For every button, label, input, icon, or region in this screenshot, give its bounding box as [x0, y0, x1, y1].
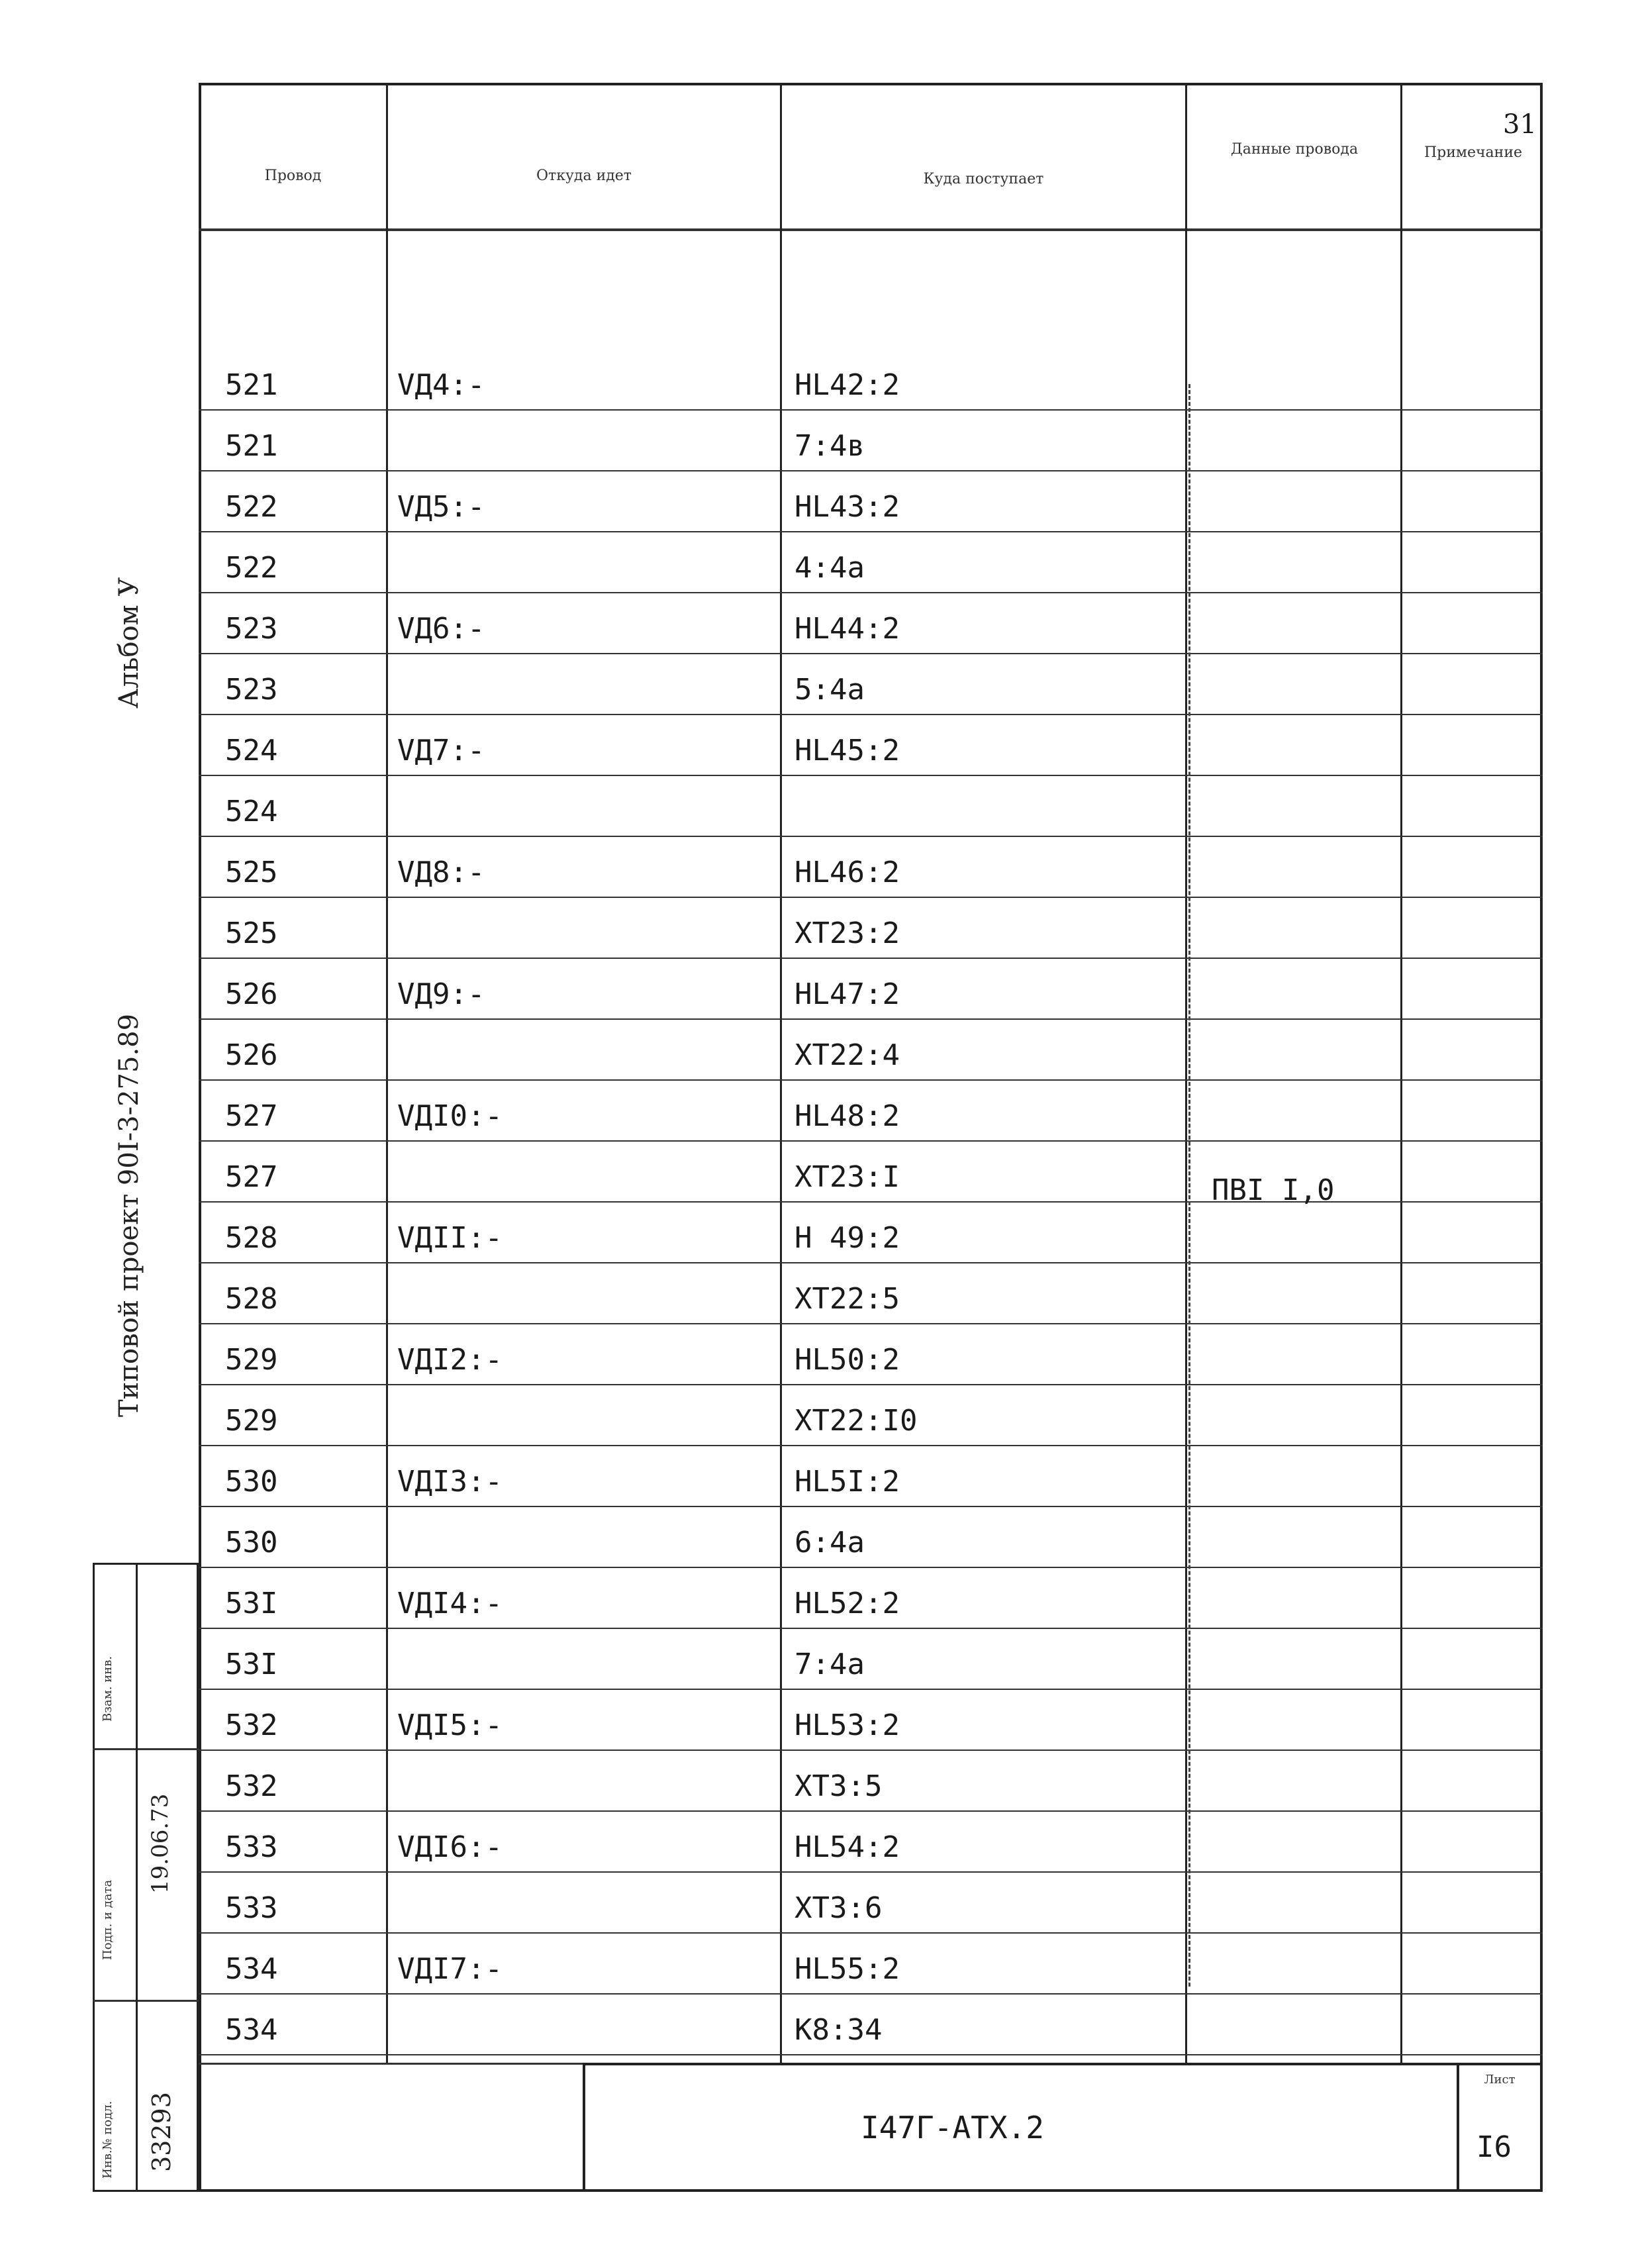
row-line	[199, 1567, 1543, 1568]
cell-wire: 527	[225, 1160, 278, 1194]
cell-wire: 534	[225, 1952, 278, 1986]
stamp-label-sign: Подп. и дата	[101, 1879, 115, 1960]
cell-wire: 533	[225, 1830, 278, 1864]
row-line	[199, 409, 1543, 411]
cell-wire: 523	[225, 612, 278, 646]
row-line	[199, 653, 1543, 654]
cell-wire: 530	[225, 1526, 278, 1559]
row-line	[199, 775, 1543, 776]
cell-wire: 532	[225, 1769, 278, 1803]
stamp-label-inv: Инв.№ подл.	[101, 2100, 115, 2179]
cell-to: 5:4а	[795, 673, 865, 707]
cell-wire: 529	[225, 1404, 278, 1438]
row-line	[199, 2054, 1543, 2055]
cell-to: HL54:2	[795, 1830, 900, 1864]
cell-to: H 49:2	[795, 1221, 900, 1255]
row-line	[199, 1262, 1543, 1263]
cell-wire: 521	[225, 429, 278, 463]
col-line-3	[1185, 83, 1187, 2063]
stamp-col	[136, 1563, 138, 2192]
row-line	[199, 836, 1543, 837]
cell-wire: 526	[225, 1038, 278, 1072]
cell-to: HL55:2	[795, 1952, 900, 1986]
cell-to: XT23:I	[795, 1160, 900, 1194]
cell-wire: 53I	[225, 1587, 278, 1620]
cell-wire: 521	[225, 368, 278, 402]
cell-to: HL47:2	[795, 977, 900, 1011]
doc-code: I47Г-АТХ.2	[861, 2110, 1044, 2145]
col-line-1	[386, 83, 388, 2063]
row-line	[199, 1993, 1543, 1995]
cell-wire: 524	[225, 734, 278, 767]
cell-from: VД6:-	[397, 612, 485, 646]
row-line	[199, 1810, 1543, 1812]
cell-wire: 528	[225, 1221, 278, 1255]
row-line	[199, 592, 1543, 593]
page-mark: 31	[1503, 109, 1537, 140]
cell-wire: 528	[225, 1282, 278, 1316]
cell-from: VД8:-	[397, 856, 485, 889]
sheet-number: I6	[1476, 2130, 1512, 2164]
stamp-inv-number: 33293	[147, 2092, 176, 2172]
stamp-date: 19.06.73	[147, 1793, 173, 1894]
sheet-label: Лист	[1484, 2073, 1516, 2087]
cell-wire: 524	[225, 795, 278, 828]
stamp-sep-2	[93, 2000, 199, 2002]
cell-to: HL52:2	[795, 1587, 900, 1620]
cell-to: XT22:I0	[795, 1404, 918, 1438]
header-notes: Примечание	[1424, 144, 1523, 161]
cell-from: VДII:-	[397, 1221, 503, 1255]
cell-from: VДI5:-	[397, 1708, 503, 1742]
row-line	[199, 1323, 1543, 1324]
row-line	[199, 1506, 1543, 1507]
header-to: Куда поступает	[923, 171, 1044, 187]
cell-wire: 527	[225, 1099, 278, 1133]
cell-from: VДI7:-	[397, 1952, 503, 1986]
cell-to: HL48:2	[795, 1099, 900, 1133]
cell-wire: 525	[225, 856, 278, 889]
cell-wire: 532	[225, 1708, 278, 1742]
row-line	[199, 1201, 1543, 1203]
cell-from: VДI6:-	[397, 1830, 503, 1864]
header-wire-data: Данные провода	[1230, 141, 1359, 158]
album-label: Альбом У	[114, 577, 144, 709]
row-line	[199, 531, 1543, 532]
cell-to: XT3:5	[795, 1769, 883, 1803]
cell-to: XT22:5	[795, 1282, 900, 1316]
cell-to: XT22:4	[795, 1038, 900, 1072]
cell-to: HL45:2	[795, 734, 900, 767]
cell-wire: 526	[225, 977, 278, 1011]
cell-wire: 523	[225, 673, 278, 707]
row-line	[199, 1384, 1543, 1385]
row-line	[199, 1018, 1543, 1020]
row-line	[199, 1689, 1543, 1690]
cell-from: VД7:-	[397, 734, 485, 767]
col-line-4	[1400, 83, 1402, 2063]
cell-wire: 529	[225, 1343, 278, 1377]
cell-to: XT3:6	[795, 1891, 883, 1925]
row-line	[199, 1140, 1543, 1142]
cell-from: VДI3:-	[397, 1465, 503, 1499]
cell-to: HL5I:2	[795, 1465, 900, 1499]
header-wire: Провод	[264, 168, 322, 184]
row-line	[199, 470, 1543, 471]
col-line-2	[780, 83, 782, 2063]
row-line	[199, 714, 1543, 715]
cell-to: HL50:2	[795, 1343, 900, 1377]
row-line	[199, 1628, 1543, 1629]
header-from: Откуда идет	[536, 168, 632, 184]
cell-wire: 522	[225, 490, 278, 524]
cell-wire: 530	[225, 1465, 278, 1499]
row-line	[199, 1932, 1543, 1934]
row-line	[199, 897, 1543, 898]
cell-from: VД9:-	[397, 977, 485, 1011]
cell-from: VДI4:-	[397, 1587, 503, 1620]
stamp-label-replace: Взам. инв.	[101, 1655, 115, 1722]
cell-to: 6:4а	[795, 1526, 865, 1559]
wire-data-brace	[1188, 384, 1190, 1987]
row-line	[199, 958, 1543, 959]
cell-to: XT23:2	[795, 916, 900, 950]
cell-from: VД5:-	[397, 490, 485, 524]
project-label: Типовой проект 90I-3-275.89	[114, 1013, 144, 1417]
row-line	[199, 1079, 1543, 1081]
cell-wire: 522	[225, 551, 278, 585]
row-line	[199, 1871, 1543, 1873]
cell-from: VД4:-	[397, 368, 485, 402]
cell-to: HL46:2	[795, 856, 900, 889]
cell-to: HL53:2	[795, 1708, 900, 1742]
cell-to: 4:4а	[795, 551, 865, 585]
cell-wire: 53I	[225, 1648, 278, 1681]
cell-to: 7:4а	[795, 1648, 865, 1681]
cell-wire: 533	[225, 1891, 278, 1925]
cell-wire: 525	[225, 916, 278, 950]
cell-to: HL43:2	[795, 490, 900, 524]
row-line	[199, 1445, 1543, 1446]
cell-to: HL42:2	[795, 368, 900, 402]
wire-data-value: ПВI I,0	[1212, 1173, 1335, 1207]
cell-from: VДI0:-	[397, 1099, 503, 1133]
title-block	[583, 2063, 1543, 2192]
cell-to: HL44:2	[795, 612, 900, 646]
row-line	[199, 1750, 1543, 1751]
stamp-sep-1	[93, 1748, 199, 1750]
cell-to: K8:34	[795, 2013, 883, 2047]
cell-from: VДI2:-	[397, 1343, 503, 1377]
header-separator	[199, 228, 1543, 231]
cell-to: 7:4в	[795, 429, 865, 463]
cell-wire: 534	[225, 2013, 278, 2047]
